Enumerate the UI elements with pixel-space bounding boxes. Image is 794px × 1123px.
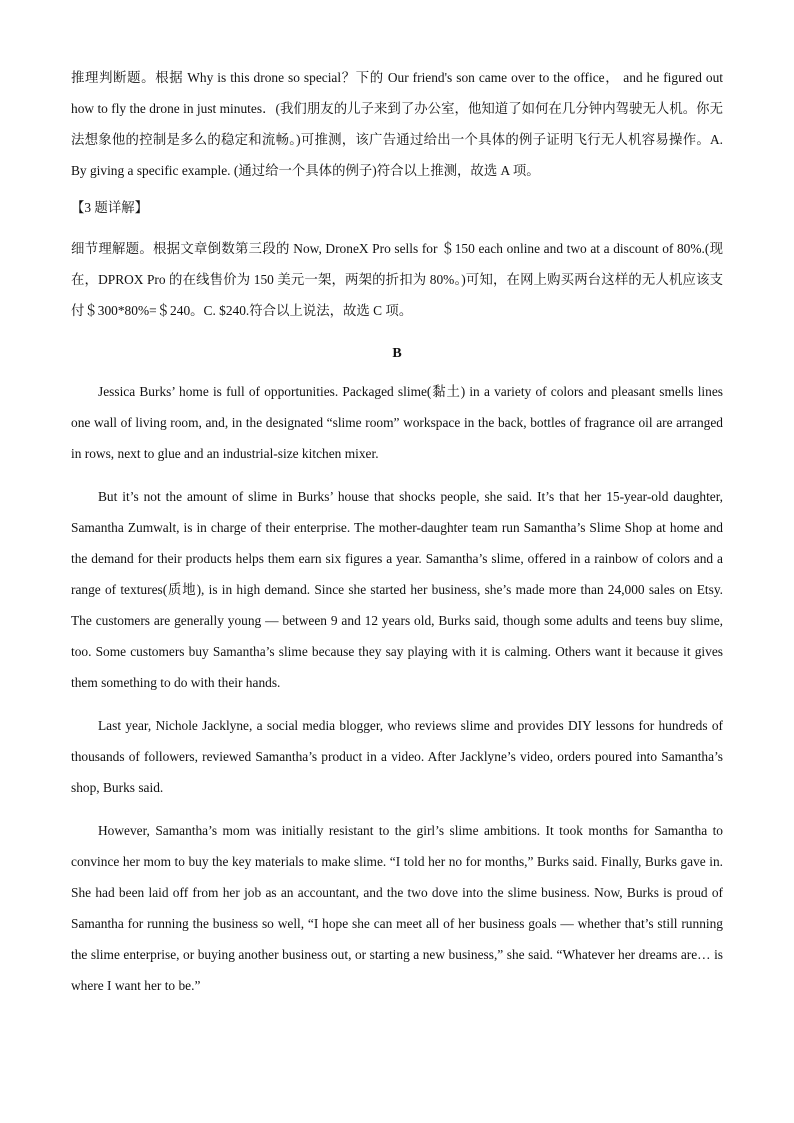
- passage-paragraph: But it’s not the amount of slime in Burks’ house that shocks people, she said. It’s that her 15-year-old daughter, Samantha Zumwalt, is in charge of their enterprise. The mother-daughter team run Samantha’s Slime Shop at home and the demand for their products helps them earn six figures a year. Samantha’s slime, offered in a rainbow of colors and a range of textures(质地), is in high demand. Since she started her business, she’s made more than 24,000 sales on Etsy. The customers are generally young — between 9 and 12 years old, Burks said, though some adults and teens buy slime, too. Some customers buy Samantha’s slime because they say playing with it is calming. Others want it because it gives them something to do with their hands.: [71, 489, 723, 690]
- passage-paragraph: Jessica Burks’ home is full of opportunities. Packaged slime(黏土) in a variety of colors and pleasant smells lines one wall of living room, and, in the designated “slime room” workspace in the back, bottles of fragrance oil are arranged in rows, next to glue and an industrial-size kitchen mixer.: [71, 384, 723, 461]
- section-b-heading: B: [392, 346, 402, 361]
- answer-3-explanation: 细节理解题。根据文章倒数第三段的 Now, DroneX Pro sells for ＄150 each online and two at a discount of 80%.(现在，DPROX Pro 的在线售价为 150 美元一架，两架的折扣为 80%。)可知，在网上购买两台这样的无人机应该支付＄300*80%=＄240。C. $240.符合以上说法，故选 C 项。: [71, 241, 723, 318]
- answer-3-heading: 【3 题详解】: [71, 200, 148, 215]
- answer-2-explanation: 推理判断题。根据 Why is this drone so special？下的 Our friend's son came over to the office， and he figured out how to fly the drone in just minutes．(我们朋友的儿子来到了办公室，他知道了如何在几分钟内驾驶无人机。你无法想象他的控制是多么的稳定和流畅。)可推测，该广告通过给出一个具体的例子证明飞行无人机容易操作。A. By giving a specific example. (通过给一个具体的例子)符合以上推测，故选 A 项。: [71, 70, 723, 178]
- passage-paragraph: However, Samantha’s mom was initially resistant to the girl’s slime ambitions. It took months for Samantha to convince her mom to buy the key materials to make slime. “I told her no for months,” Burks said. Finally, Burks gave in. She had been laid off from her job as an accountant, and the two dove into the slime business. Now, Burks is proud of Samantha for running the business so well, “I hope she can meet all of her business goals — whether that’s still running the slime enterprise, or buying another business out, or starting a new business,” she said. “Whatever her dreams are… is where I want her to be.”: [71, 823, 723, 993]
- passage-b: [71, 376, 723, 1001]
- document-page: [71, 62, 723, 1001]
- passage-paragraph: Last year, Nichole Jacklyne, a social media blogger, who reviews slime and provides DIY lessons for hundreds of thousands of followers, reviewed Samantha’s product in a video. After Jacklyne’s video, orders poured into Samantha’s shop, Burks said.: [71, 718, 723, 795]
